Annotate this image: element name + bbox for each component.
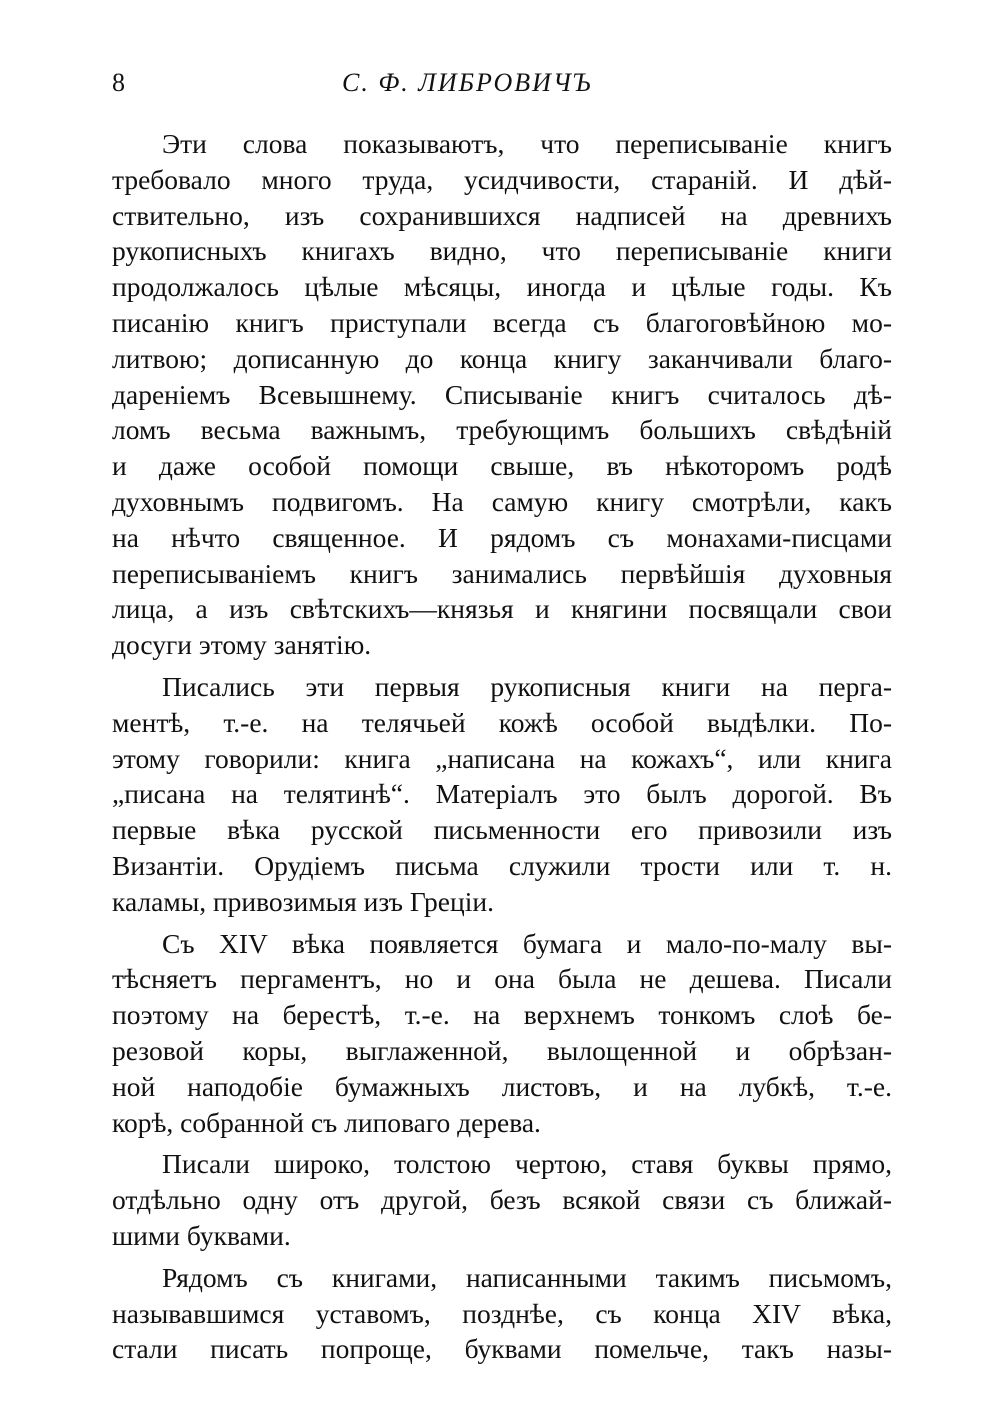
text-line: ментѣ, т.-е. на телячьей кожѣ особой выдѣлки. По-: [112, 706, 892, 738]
text-line: называвшимся уставомъ, позднѣе, съ конца XIV вѣка,: [112, 1297, 892, 1329]
text-line: этому говорили: книга „написана на кожахъ“, или книга: [112, 742, 892, 774]
text-line: писанію книгъ приступали всегда съ благоговѣйною мо-: [112, 306, 892, 338]
text-line: дареніемъ Всевышнему. Списываніе книгъ считалось дѣ-: [112, 378, 892, 410]
paragraph-1: [112, 126, 892, 663]
text-line: отдѣльно одну отъ другой, безъ всякой связи съ ближай-: [112, 1184, 892, 1216]
text-line: Эти слова показываютъ, что переписываніе книгъ: [162, 128, 892, 159]
text-line: продолжалось цѣлые мѣсяцы, иногда и цѣлые годы. Къ: [112, 271, 892, 303]
text-line: досуги этому занятію.: [112, 629, 372, 661]
text-line: стали писать попроще, буквами помельче, такъ назы-: [112, 1333, 892, 1365]
text-line: на нѣчто священное. И рядомъ съ монахами-писцами: [112, 521, 892, 553]
text-line: шими буквами.: [112, 1219, 291, 1251]
paragraph-4: [112, 1146, 892, 1253]
text-line: каламы, привозимыя изъ Греціи.: [112, 885, 494, 917]
text-line: ломъ весьма важнымъ, требующимъ большихъ свѣдѣній: [112, 414, 892, 446]
text-line: ствительно, изъ сохранившихся надписей на древнихъ: [112, 199, 892, 231]
text-line: переписываніемъ книгъ занимались первѣйшія духовныя: [112, 557, 892, 589]
text-line: духовнымъ подвигомъ. На самую книгу смотрѣли, какъ: [112, 485, 892, 517]
text-line: Писались эти первыя рукописныя книги на перга-: [162, 670, 892, 702]
body-text: [112, 126, 892, 1373]
text-line: первые вѣка русской письменности его привозили изъ: [112, 814, 892, 846]
text-line: тѣсняетъ пергаментъ, но и она была не дешева. Писали: [112, 963, 892, 995]
text-line: Рядомъ съ книгами, написанными такимъ письмомъ,: [162, 1261, 892, 1293]
text-line: и даже особой помощи свыше, въ нѣкоторомъ родѣ: [112, 450, 892, 482]
text-line: литвою; дописанную до конца книгу заканчивали благо-: [112, 342, 892, 374]
text-line: Писали широко, толстою чертою, ставя буквы прямо,: [162, 1148, 892, 1180]
text-line: рукописныхъ книгахъ видно, что переписываніе книги: [112, 235, 892, 267]
text-line: поэтому на берестѣ, т.-е. на верхнемъ тонкомъ слоѣ бе-: [112, 999, 892, 1031]
text-line: резовой коры, выглаженной, вылощенной и обрѣзан-: [112, 1034, 892, 1066]
text-line: Византіи. Орудіемъ письма служили трости или т. н.: [112, 849, 892, 881]
paragraph-3: [112, 926, 892, 1141]
text-line: лица, а изъ свѣтскихъ—князья и княгини посвящали свои: [112, 593, 892, 625]
text-line: ной наподобіе бумажныхъ листовъ, и на лубкѣ, т.-е.: [112, 1070, 892, 1102]
page-header: [112, 68, 892, 108]
text-line: Съ XIV вѣка появляется бумага и мало-по-малу вы-: [162, 927, 892, 959]
page-number: 8: [112, 68, 125, 97]
text-line: корѣ, собранной съ липоваго дерева.: [112, 1106, 541, 1138]
paragraph-2: [112, 669, 892, 920]
paragraph-5: [112, 1260, 892, 1367]
text-line: „писана на телятинѣ“. Матеріалъ это былъ дорогой. Въ: [112, 778, 892, 810]
running-head: С. Ф. ЛИБРОВИЧЪ: [342, 68, 593, 97]
text-line: требовало много труда, усидчивости, стараній. И дѣй-: [112, 163, 892, 195]
